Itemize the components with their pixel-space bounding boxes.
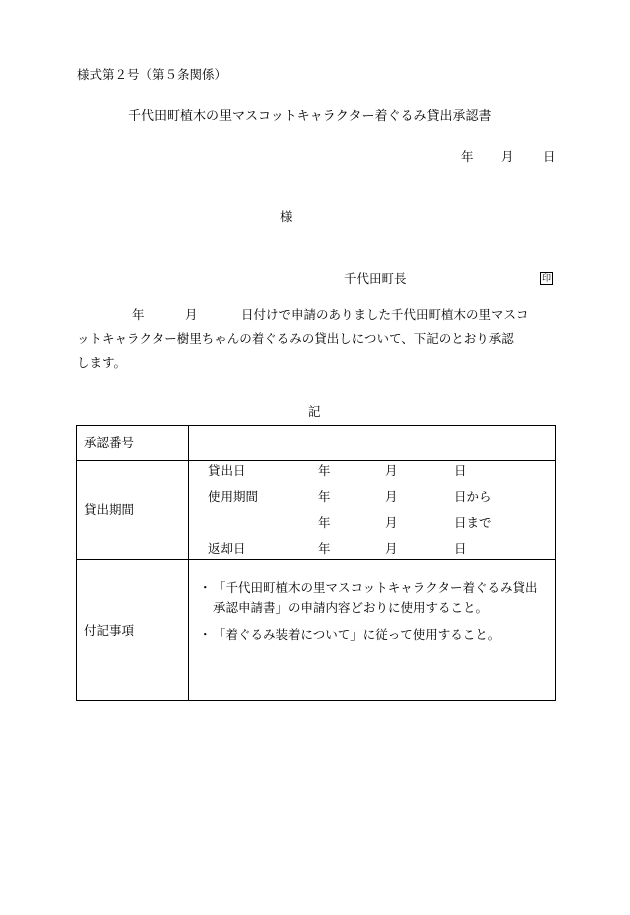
body-year: 年 xyxy=(132,307,145,322)
usage-end-month: 月 xyxy=(385,515,398,530)
body-line-2-text: ットキャラクター樹里ちゃんの着ぐるみの貸出しについて、下記のとおり承認 xyxy=(77,331,514,346)
return-date-year: 年 xyxy=(318,541,331,556)
body-line-1 xyxy=(77,309,557,333)
condition-text: 「千代田町植木の里マスコットキャラクター着ぐるみ貸出承認申請書」の申請内容どおりに使用すること。 xyxy=(213,580,538,615)
table-column-divider xyxy=(188,426,189,700)
body-line-2 xyxy=(77,333,557,357)
bullet-mark: ・ xyxy=(199,580,212,595)
body-line-3-text: します。 xyxy=(77,355,127,370)
usage-start-day: 日から xyxy=(454,489,492,504)
loan-date-day: 日 xyxy=(454,463,467,478)
form-number: 様式第２号（第５条関係） xyxy=(77,67,228,82)
body-line-3 xyxy=(77,357,557,381)
date-day: 日 xyxy=(543,149,556,164)
seal-mark: 印 xyxy=(541,274,551,284)
body-text xyxy=(77,309,557,381)
bullet-mark: ・ xyxy=(199,627,212,642)
date-month: 月 xyxy=(501,149,514,164)
record-label: 記 xyxy=(308,404,321,419)
date-year: 年 xyxy=(461,149,474,164)
condition-item xyxy=(199,625,549,645)
return-date-label: 返却日 xyxy=(208,541,246,556)
recipient-suffix: 様 xyxy=(280,209,293,224)
condition-item xyxy=(199,578,549,618)
loan-period-label: 貸出期間 xyxy=(84,502,135,517)
loan-date-label: 貸出日 xyxy=(208,463,246,478)
body-month: 月 xyxy=(185,307,198,322)
body-line-1-rest: 日付けで申請のありました千代田町植木の里マスコ xyxy=(241,307,529,322)
document-title: 千代田町植木の里マスコットキャラクター着ぐるみ貸出承認書 xyxy=(128,109,492,124)
usage-end-year: 年 xyxy=(318,515,331,530)
loan-date-year: 年 xyxy=(318,463,331,478)
usage-period-label: 使用期間 xyxy=(208,489,259,504)
loan-date-month: 月 xyxy=(385,463,398,478)
issuer-name: 千代田町長 xyxy=(344,271,407,286)
details-table xyxy=(76,425,556,701)
table-row-divider xyxy=(77,460,555,461)
table-row-divider xyxy=(77,559,555,560)
condition-text: 「着ぐるみ装着について」に従って使用すること。 xyxy=(213,627,501,642)
usage-end-day: 日まで xyxy=(454,515,492,530)
return-date-day: 日 xyxy=(454,541,467,556)
usage-start-year: 年 xyxy=(318,489,331,504)
conditions-label: 付記事項 xyxy=(84,623,135,638)
usage-start-month: 月 xyxy=(385,489,398,504)
return-date-month: 月 xyxy=(385,541,398,556)
approval-number-label: 承認番号 xyxy=(84,435,135,450)
